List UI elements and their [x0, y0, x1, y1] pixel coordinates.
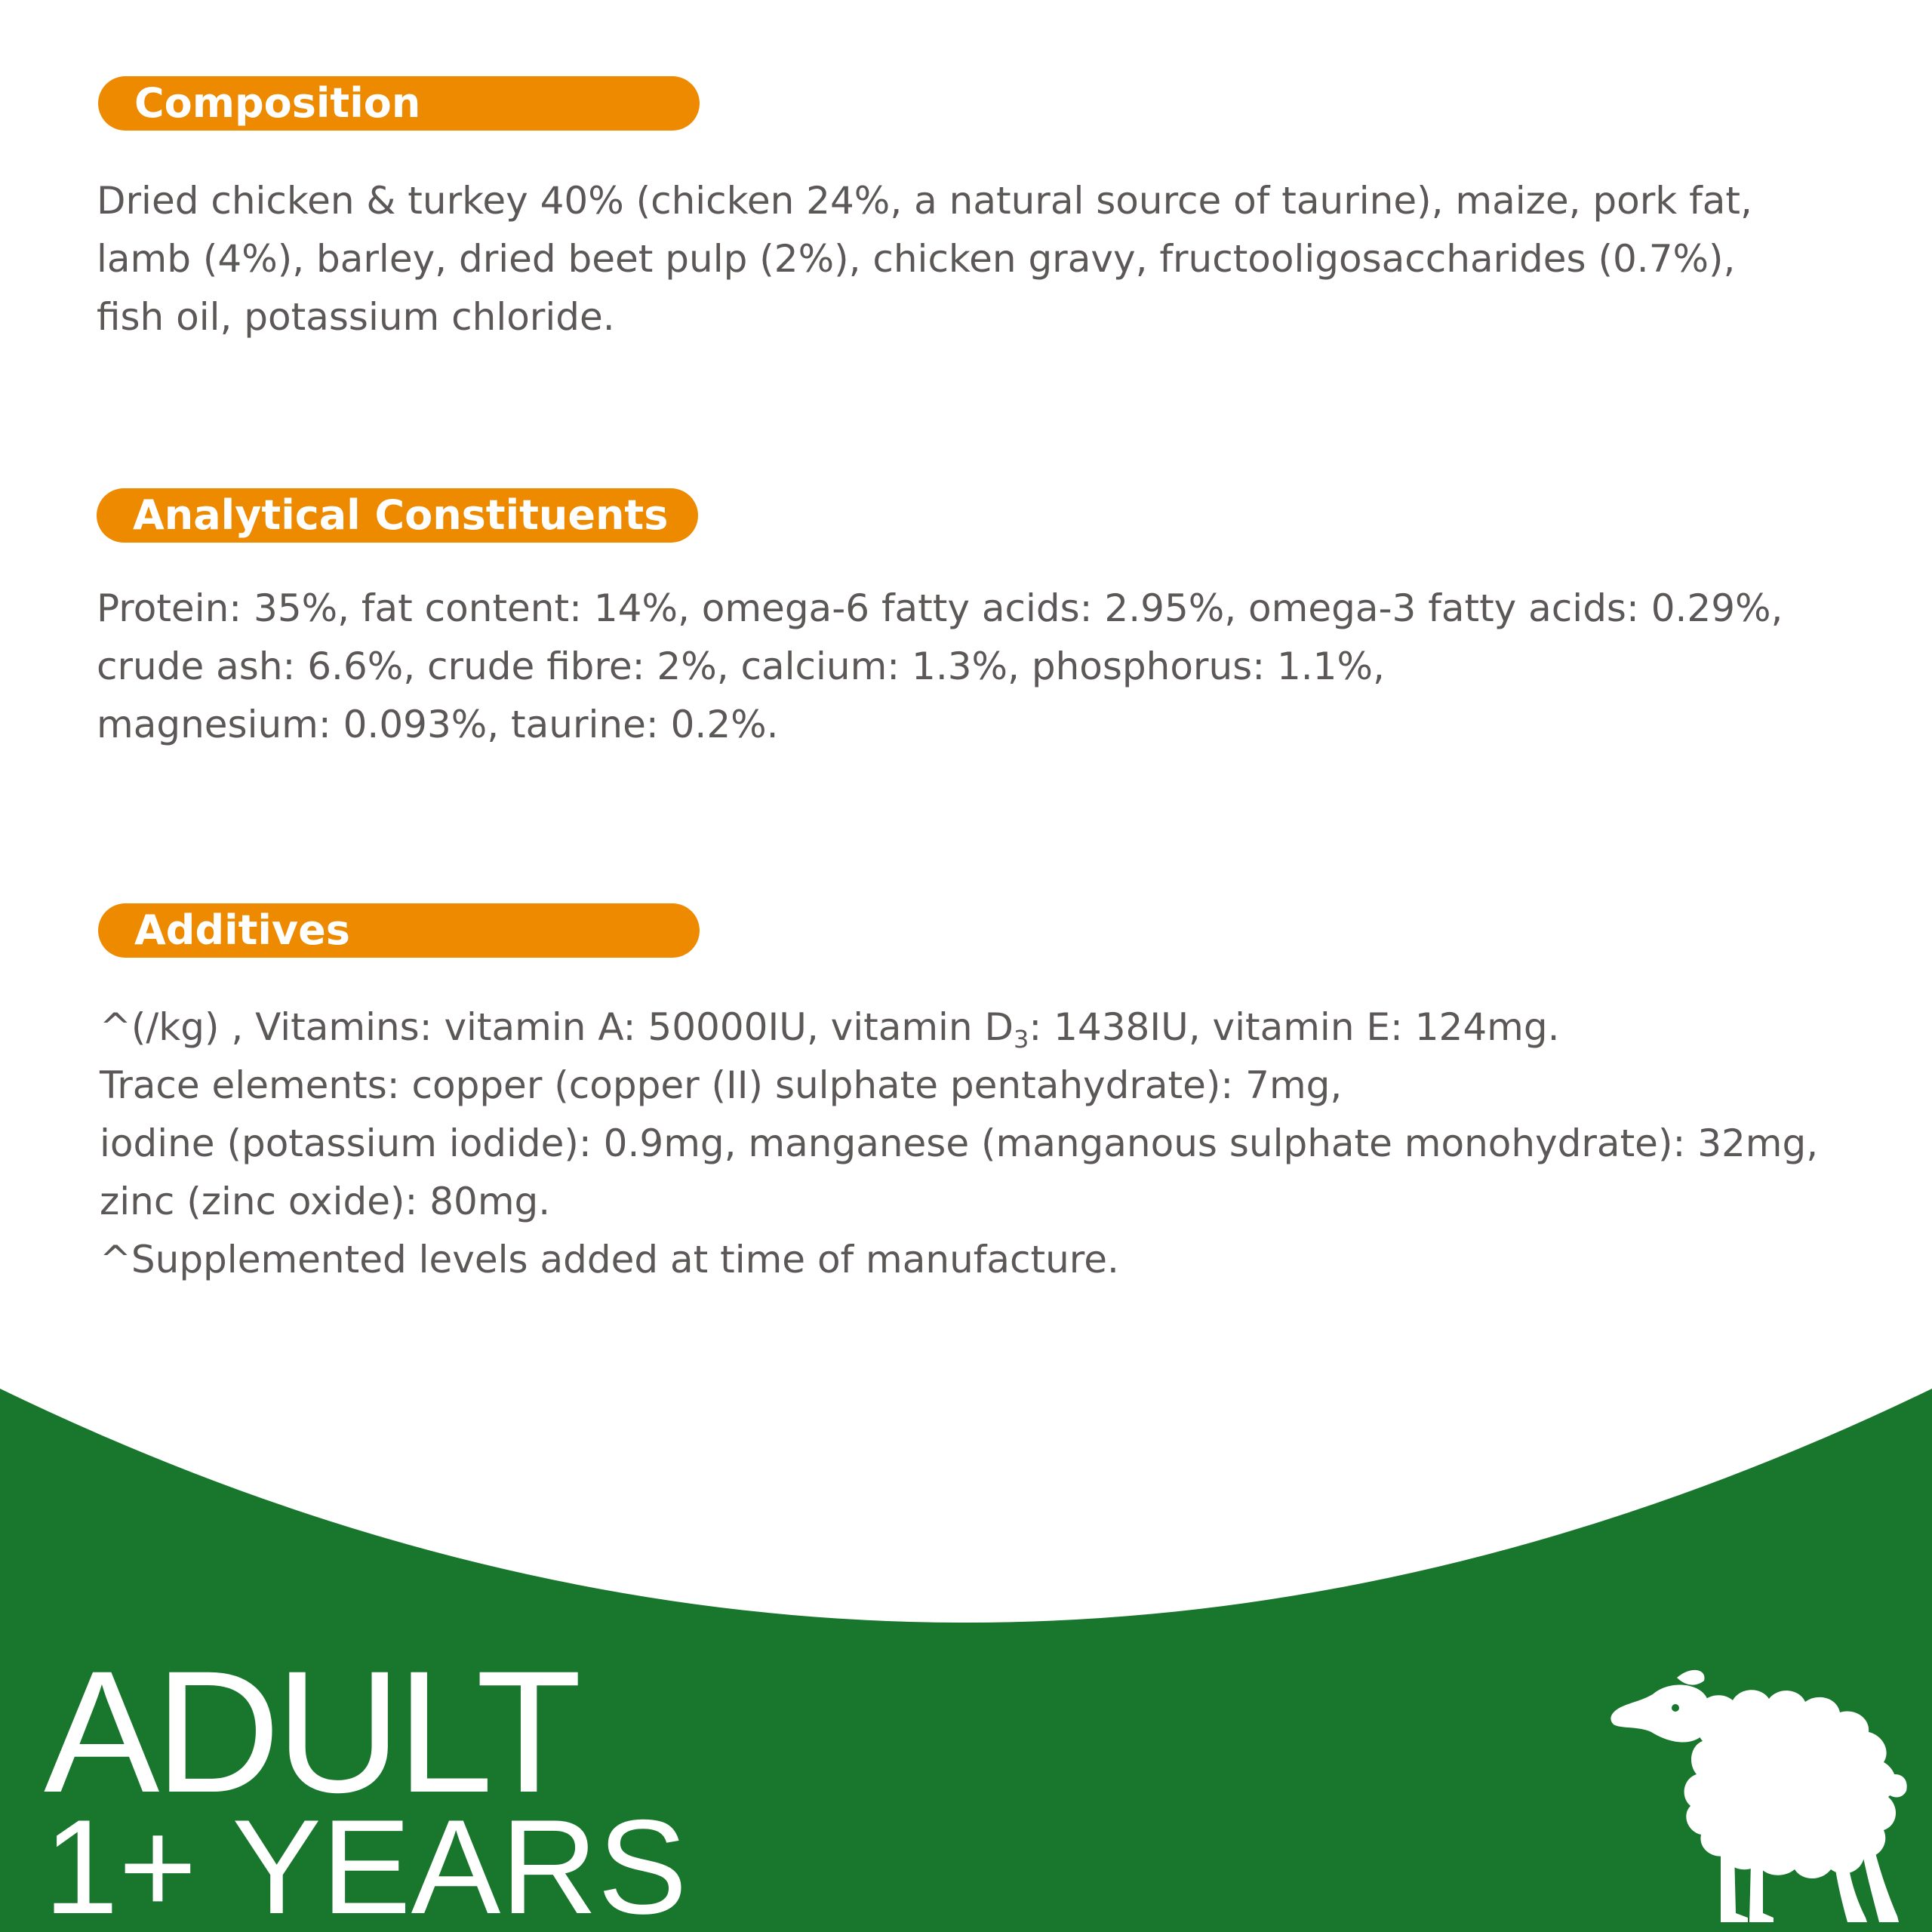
composition-line: Dried chicken & turkey 40% (chicken 24%, a natural source of taurine), maize, pork fat,: [97, 179, 1752, 223]
additives-line: iodine (potassium iodide): 0.9mg, manganese (manganous sulphate monohydrate): 32mg,: [100, 1121, 1819, 1165]
analytical-constituents-heading: Analytical Constituents: [97, 488, 698, 543]
analytical-constituents-text: [97, 580, 1878, 754]
analytical-line: crude ash: 6.6%, crude fibre: 2%, calcium: 1.3%, phosphorus: 1.1%,: [97, 645, 1385, 688]
composition-heading: Composition: [98, 76, 700, 131]
additives-text: [100, 998, 1881, 1289]
composition-line: lamb (4%), barley, dried beet pulp (2%), chicken gravy, fructooligosaccharides (0.7%),: [97, 237, 1736, 281]
additives-vitamins-text: ^(/kg) , Vitamins: vitamin A: 50000IU, vitamin D: [100, 1005, 1014, 1049]
additives-vitamins-text-end: : 1438IU, vitamin E: 124mg.: [1029, 1005, 1560, 1049]
life-stage-age: 1+ YEARS: [44, 1792, 688, 1932]
analytical-line: Protein: 35%, fat content: 14%, omega-6 fatty acids: 2.95%, omega-3 fatty acids: 0.29%,: [97, 586, 1783, 630]
additives-footnote: ^Supplemented levels added at time of manufacture.: [100, 1238, 1119, 1281]
additives-line: Trace elements: copper (copper (II) sulphate pentahydrate): 7mg,: [100, 1063, 1343, 1107]
composition-line: fish oil, potassium chloride.: [97, 295, 615, 339]
composition-text: [97, 172, 1878, 346]
life-stage-title: ADULT: [44, 1635, 577, 1829]
analytical-line: magnesium: 0.093%, taurine: 0.2%.: [97, 703, 779, 746]
additives-heading: Additives: [98, 903, 700, 958]
sheep-icon: [1607, 1664, 1924, 1924]
subscript-three: 3: [1014, 1025, 1029, 1054]
additives-line: zinc (zinc oxide): 80mg.: [100, 1180, 551, 1223]
additives-line: [100, 998, 1881, 1057]
